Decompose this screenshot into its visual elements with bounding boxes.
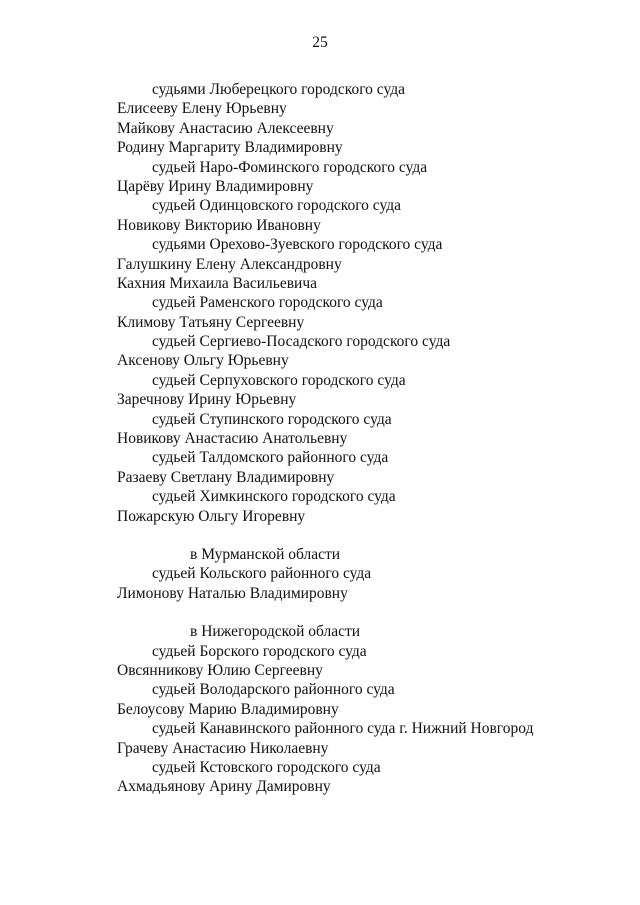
section-spacer	[117, 603, 617, 622]
page-number: 25	[312, 34, 328, 51]
judge-name: Галушкину Елену Александровну	[117, 255, 342, 273]
judge-name: Новикову Анастасию Анатольевну	[117, 430, 348, 448]
section-spacer	[117, 526, 617, 545]
court-heading: судьей Володарского районного суда	[152, 681, 395, 699]
judge-name: Разаеву Светлану Владимировну	[117, 468, 335, 486]
court-heading: судьей Раменского городского суда	[152, 294, 383, 312]
judge-name: Аксенову Ольгу Юрьевну	[117, 352, 289, 370]
judge-name: Ахмадьянову Арину Дамировну	[117, 778, 331, 796]
judge-name: Белоусову Марию Владимировну	[117, 700, 339, 718]
region-heading: в Нижегородской области	[190, 623, 361, 641]
court-heading: судьей Талдомского районного суда	[152, 449, 389, 467]
court-heading: судьей Ступинского городского суда	[152, 410, 392, 428]
region-heading: в Мурманской области	[190, 545, 341, 563]
court-heading: судьей Борского городского суда	[152, 642, 367, 660]
judge-name: Овсянникову Юлию Сергеевну	[117, 661, 323, 679]
court-heading: судьей Кстовского городского суда	[152, 758, 381, 776]
court-heading: судьей Наро-Фоминского городского суда	[152, 158, 428, 176]
judge-name: Лимонову Наталью Владимировну	[117, 584, 348, 602]
judge-name: Пожарскую Ольгу Игоревну	[117, 507, 306, 525]
judge-name: Майкову Анастасию Алексеевну	[117, 119, 334, 137]
court-heading: судьями Орехово-Зуевского городского суда	[152, 236, 443, 254]
judge-name: Родину Маргариту Владимировну	[117, 139, 343, 157]
judge-name: Царёву Ирину Владимировну	[117, 177, 314, 195]
court-heading: судьями Люберецкого городского суда	[152, 81, 406, 98]
judge-name: Грачеву Анастасию Николаевну	[117, 739, 329, 757]
appointments-list	[117, 80, 617, 797]
court-heading: судьей Химкинского городского суда	[152, 488, 396, 506]
court-heading: судьей Серпуховского городского суда	[152, 371, 406, 389]
court-heading: судьей Кольского районного суда	[152, 565, 372, 583]
court-heading: судьей Одинцовского городского суда	[152, 197, 402, 215]
judge-name: Заречнову Ирину Юрьевну	[117, 391, 297, 409]
court-heading: судьей Сергиево-Посадского городского суда	[152, 333, 451, 351]
judge-name: Кахния Михаила Васильевича	[117, 274, 318, 292]
court-heading: судьей Канавинского районного суда г. Нижний Новгород	[152, 720, 534, 738]
judge-name: Климову Татьяну Сергеевну	[117, 313, 305, 331]
judge-name: Елисееву Елену Юрьевну	[117, 100, 287, 118]
judge-name: Новикову Викторию Ивановну	[117, 216, 321, 234]
